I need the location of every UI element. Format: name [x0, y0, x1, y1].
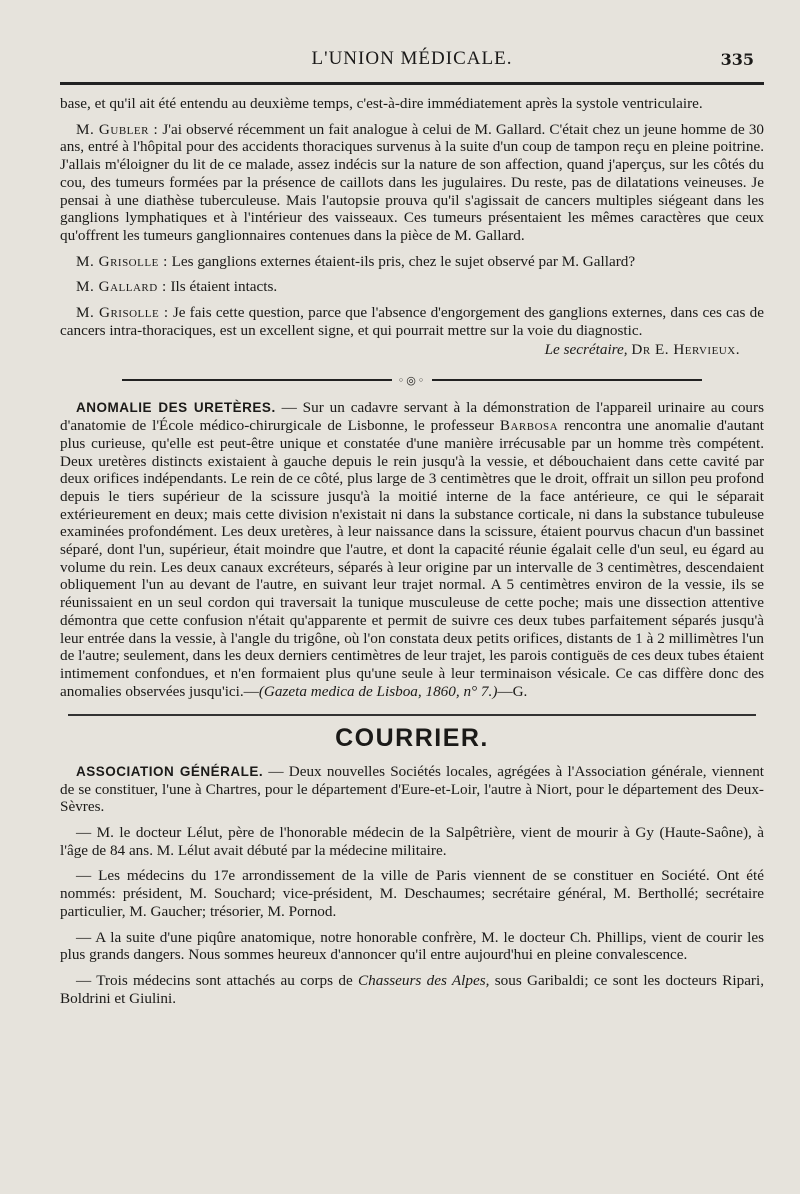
section-ornament — [60, 375, 764, 385]
anomalie-text-2: rencontra une anomalie d'autant plus curieuse, qu'elle est peut-être unique et constatée d'une manière irrécusable par un homme très compétent. Deux uretères distincts existaient à gauche depuis le rein jusqu'à la vessie, et débouchaient dans cette cavité par deux orifices indépendants. Le rein de ce côté, plus large de 3 centimètres que le droit, offrait un sillon peu profond depuis le tiers supérieur de la scissure jusqu'à la moitié interne de la face antérieure, ce qui le séparait extérieurement en deux; mais cette division n'existait ni dans la substance corticale, ni dans la substance tubuleuse examinées profondément. Les deux uretères, à leur naissance dans la scissure, étaient pourvus chacun d'un bassinet séparé, dont l'un, supérieur, était moindre que l'autre, et dont la capacité réunie égalait celle d'un seul, eu égard au volume du rein. Les deux canaux excréteurs, séparés à leur origine par un intervalle de 3 centimètres, descendaient obliquement l'un au devant de l'autre, en suivant leur trajet normal. A 5 centimètres environ de la vessie, ils se réunissaient en un seul cordon qui traversait la tunique musculeuse de cette poche; mais une dissection attentive démontra que cette confusion n'était qu'apparente et permit de suivre ces deux tubes parfaitement séparés jusqu'à leur entrée dans la vessie, à l'angle du trigône, où l'on constata deux petits orifices, distants de 1 à 2 millimètres l'un de l'autre; seulement, dans les deux derniers centimètres de leur trajet, les parois contiguës de ces deux tubes étaient intimement confondues, et n'en formaient plus qu'une seule à leur terminaison vésicale. Ce cas diffère donc des anomalies observées jusqu'ici.— — [60, 417, 765, 700]
text-gubler: J'ai observé récemment un fait analogue à celui de M. Gallard. C'était chez un jeune homme de 30 ans, entré à l'hôpital pour des accidents thoraciques survenus à la suite d'un coup de tampon reçu en pleine poitrine. J'allais m'éloigner du lit de ce malade, assez indécis sur la nature de son affection, quand j'aperçus, sur les côtés du cou, des tumeurs formées par la présence de caillots dans les jugulaires. Du reste, pas de dilatations veineuses. Je pensai à une diathèse tuberculeuse. Mais l'autopsie prouva qu'il s'agissait de cancers multiples siégeant dans les ganglions lymphatiques et à l'intérieur des vaisseaux. Ces tumeurs présentaient les mêmes caractères que ceux qu'offrent les tumeurs ganglionnaires contenues dans la pièce de M. Gallard. — [60, 120, 765, 244]
header-rule — [60, 82, 764, 85]
paragraph-grisolle-question — [60, 253, 764, 271]
chasseurs-text-1: — Trois médecins sont attachés au corps de — [76, 971, 353, 989]
anomalie-text-1: — Sur un cadavre servant à la démonstration de l'appareil urinaire au cours d'anatomie de l'École médico-chirurgicale de Lisbonne, le professeur — [60, 399, 764, 435]
anomalie-source: (Gazeta medica de Lisboa, 1860, n° 7.) — [258, 682, 498, 700]
association-heading: ASSOCIATION GÉNÉRALE. — [76, 763, 264, 779]
text-gallard: Ils étaient intacts. — [170, 278, 278, 296]
ornament-line-left — [122, 379, 392, 381]
speaker-gubler: M. Gubler : — [76, 120, 159, 138]
journal-title: L'UNION MÉDICALE. — [311, 48, 513, 69]
paragraph-lelut: — M. le docteur Lélut, père de l'honorable médecin de la Salpêtrière, vient de mourir à Gy (Haute-Saône), à l'âge de 84 ans. M. Lélut avait débuté par la médecine militaire. — [60, 824, 764, 859]
anomalie-professor: Barbosa — [499, 417, 559, 435]
page-number: 335 — [720, 50, 754, 69]
association-text: — Deux nouvelles Sociétés locales, agrégées à l'Association générale, viennent de se constituer, l'une à Chartres, pour le département d'Eure-et-Loir, l'autre à Niort, pour le département des Deux-Sèvres. — [60, 762, 765, 816]
paragraph-systole: base, et qu'il ait été entendu au deuxième temps, c'est-à-dire immédiatement après la systole ventriculaire. — [60, 95, 703, 112]
paragraph-chasseurs — [60, 972, 764, 1007]
chasseurs-text-2: sous Garibaldi; ce sont les docteurs Ripari, Boldrini et Giulini. — [60, 971, 765, 1007]
speaker-grisolle-2: M. Grisolle : — [76, 304, 169, 322]
text-grisolle-answer: Je fais cette question, parce que l'absence d'engorgement des ganglions externes, dans ces cas de cancers intra-thoraciques, est un excellent signe, et qui pourrait mettre sur la voie du diagnostic. — [60, 304, 764, 339]
courrier-rule — [68, 714, 756, 716]
ornament-line-right — [432, 379, 702, 381]
paragraph-arrondissement: — Les médecins du 17e arrondissement de la ville de Paris viennent de se constituer en Société. Ont été nommés: président, M. Souchard; vice-président, M. Deschaumes; secrétaire général, M. Berthollé; secrétaire particulier, M. Gaucher; trésorier, M. Pornod. — [60, 867, 764, 920]
speaker-grisolle: M. Grisolle : — [76, 252, 168, 270]
speaker-gallard: M. Gallard : — [76, 278, 167, 296]
secretary-signature — [60, 341, 740, 359]
anomalie-end: —G. — [497, 682, 528, 700]
signature-name: Dr E. Hervieux. — [631, 341, 740, 359]
paragraph-phillips: — A la suite d'une piqûre anatomique, notre honorable confrère, M. le docteur Ch. Phillips, vient de courir les plus grands dangers. Nous sommes heureux d'annoncer qu'il entre aujourd'hui en pleine convalescence. — [60, 928, 764, 964]
paragraph-association — [60, 763, 764, 816]
chasseurs-italic: Chasseurs des Alpes, — [358, 971, 490, 989]
page-header — [60, 48, 764, 76]
paragraph-grisolle-answer — [60, 304, 764, 339]
paragraph-gubler — [60, 121, 764, 245]
signature-role: Le secrétaire, — [544, 341, 628, 359]
ornament-dots: ◦◎◦ — [397, 373, 427, 387]
courrier-title: COURRIER. — [335, 723, 489, 752]
text-grisolle-question: Les ganglions externes étaient-ils pris, chez le sujet observé par M. Gallard? — [171, 252, 636, 270]
paragraph-gallard — [60, 278, 764, 296]
anomalie-heading: ANOMALIE DES URETÈRES. — [76, 400, 276, 416]
paragraph-anomalie — [60, 399, 764, 700]
